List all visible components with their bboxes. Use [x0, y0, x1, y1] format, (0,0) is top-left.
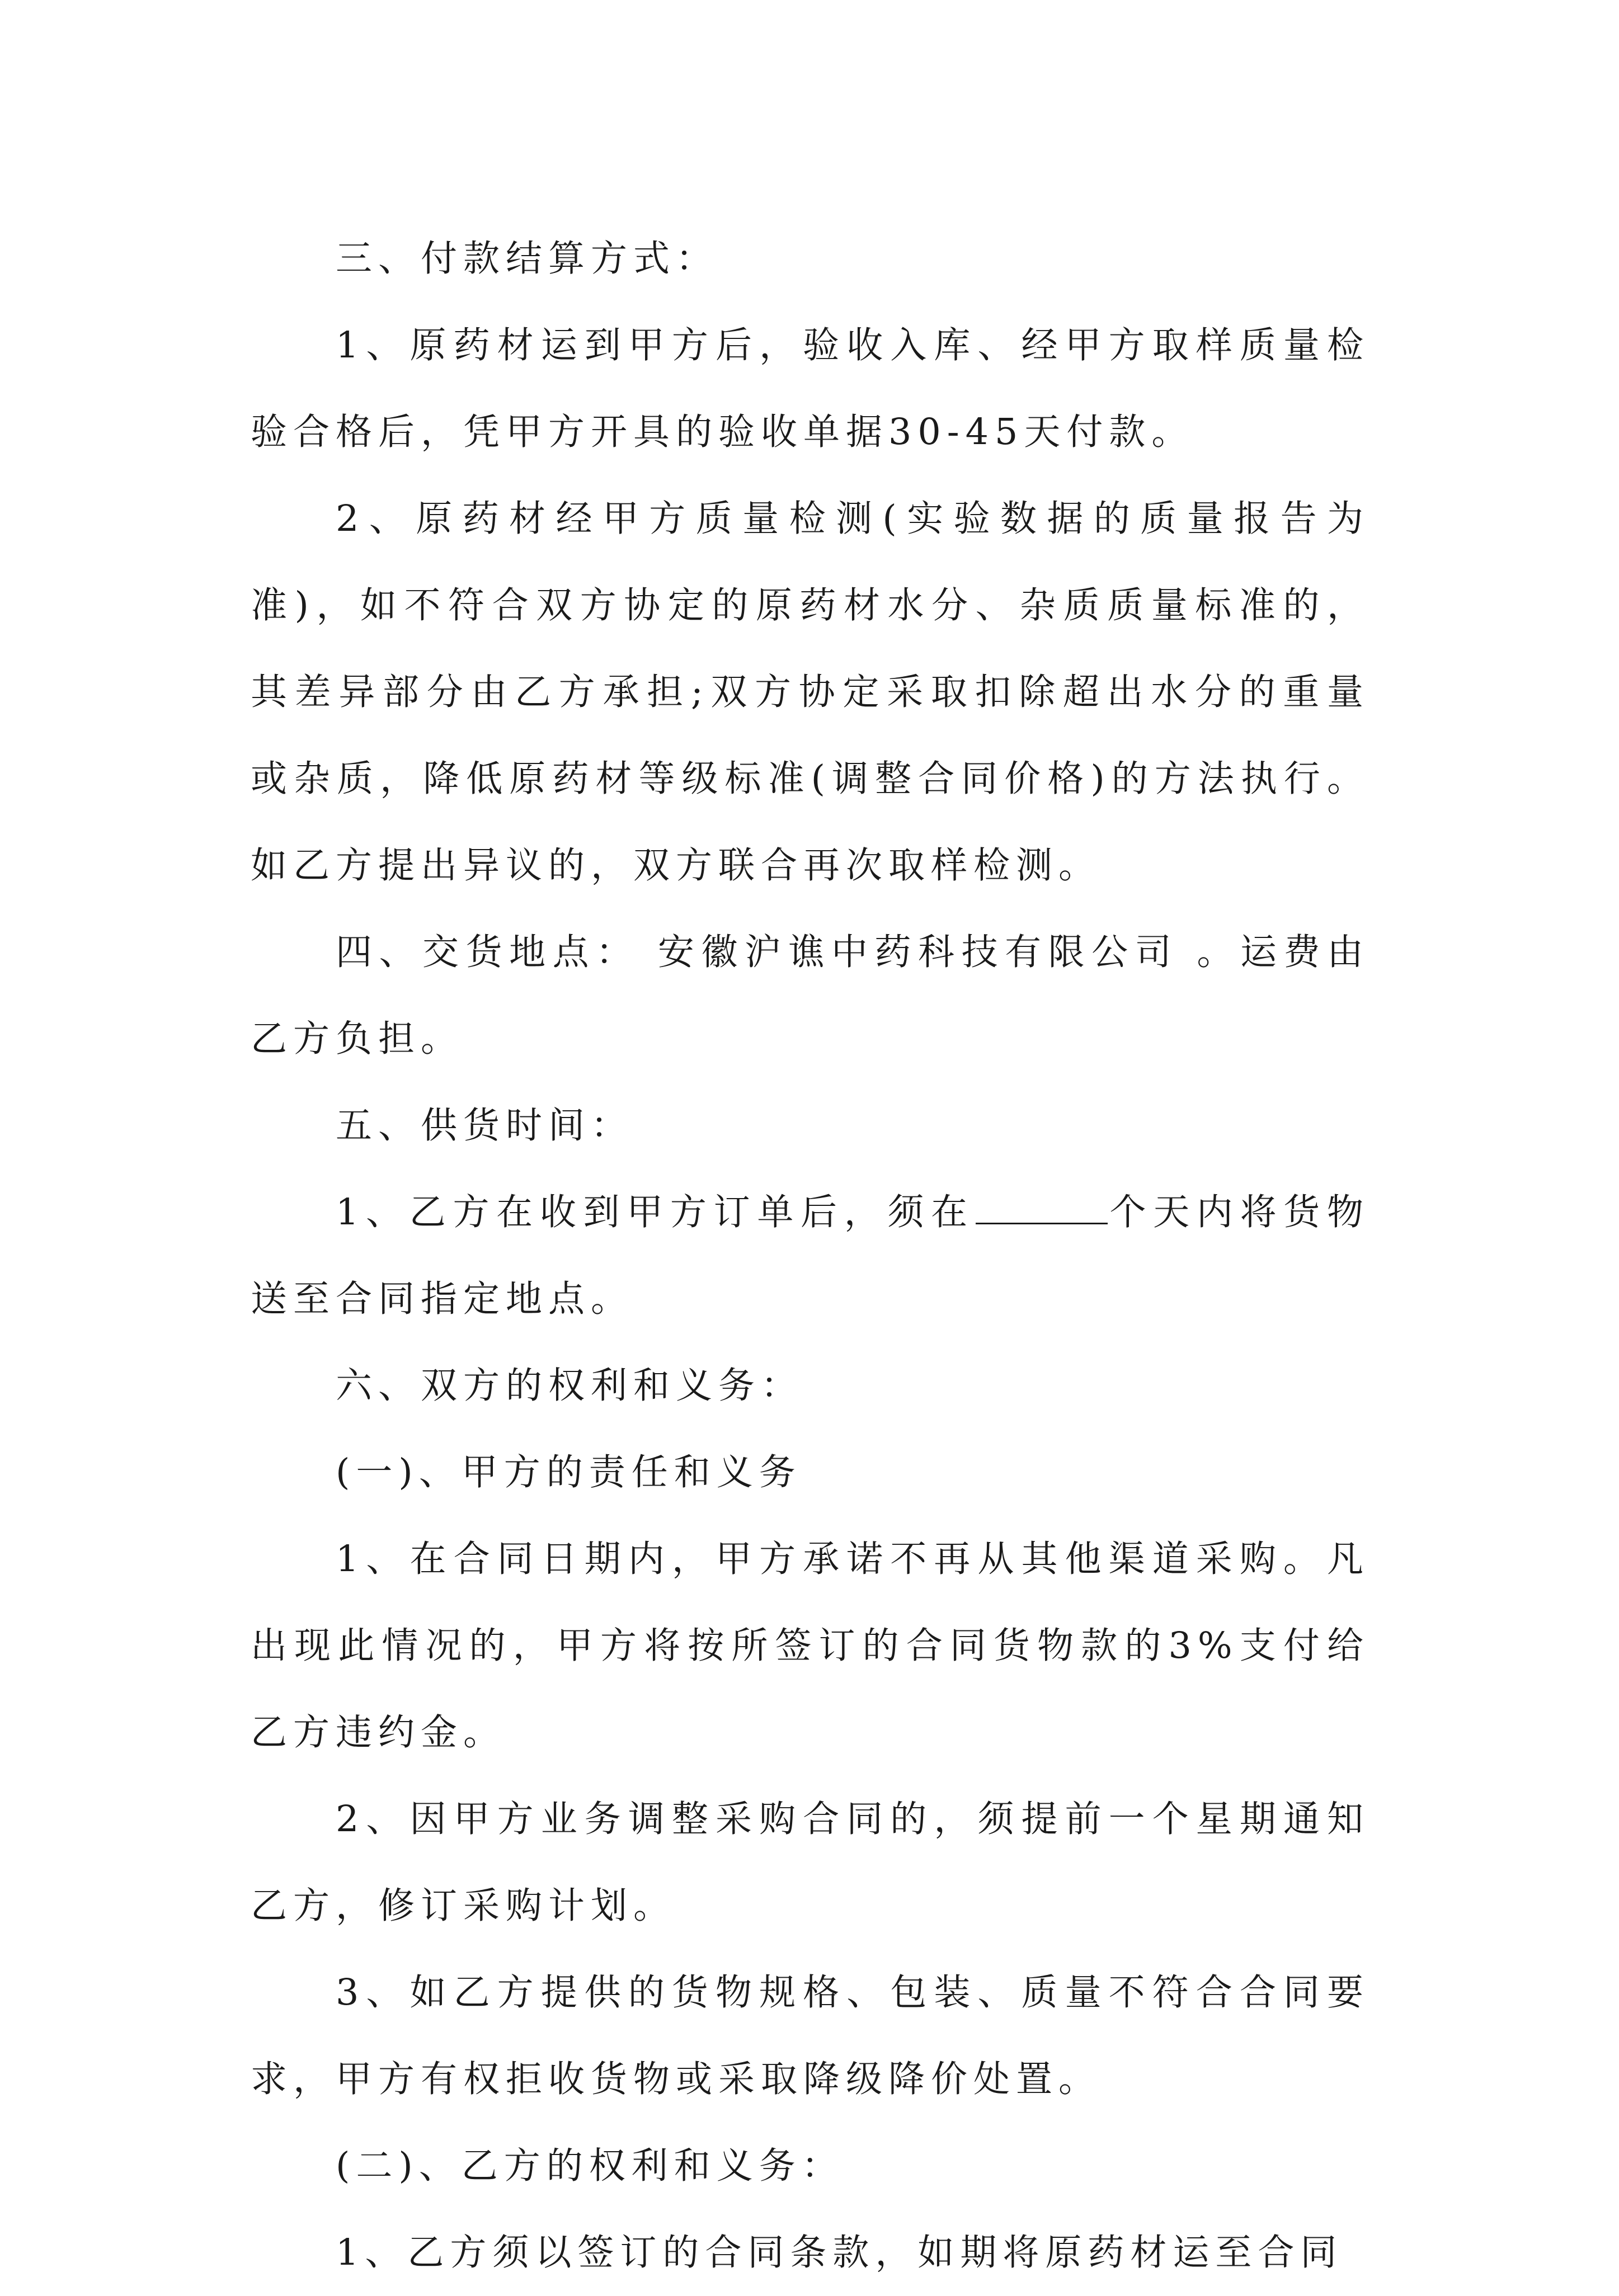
clause-supply-time-1-part-b: 个天内将货物送至合同指定地点。	[251, 1191, 1369, 1320]
clause-payment-1: 1、原药材运到甲方后，验收入库、经甲方取样质量检验合格后，凭甲方开具的验收单据30-45天付款。	[251, 324, 1369, 453]
section-delivery-location: 四、交货地点： 安徽沪谯中药科技有限公司 。运费由乙方负担。	[251, 931, 1369, 1060]
section-supply-time-heading: 五、供货时间：	[336, 1105, 634, 1147]
clause-party-a-1: 1、在合同日期内，甲方承诺不再从其他渠道采购。凡出现此情况的，甲方将按所签订的合同货物款的3%支付给乙方违约金。	[251, 1538, 1369, 1753]
clause-party-a-2: 2、因甲方业务调整采购合同的，须提前一个星期通知乙方，修订采购计划。	[251, 1798, 1369, 1927]
clause-party-b-1: 1、乙方须以签订的合同条款，如期将原药材运至合同	[336, 2232, 1343, 2274]
clause-supply-time-1	[251, 1169, 1369, 1342]
subsection-party-a-heading: (一)、甲方的责任和义务	[336, 1451, 802, 1493]
days-blank-field	[976, 1194, 1108, 1224]
clause-supply-time-1-part-a: 1、乙方在收到甲方订单后，须在	[336, 1191, 975, 1233]
subsection-party-b-heading: (二)、乙方的权利和义务：	[336, 2145, 844, 2187]
section-rights-obligations-heading: 六、双方的权利和义务：	[336, 1365, 804, 1407]
clause-payment-2: 2、原药材经甲方质量检测(实验数据的质量报告为准)，如不符合双方协定的原药材水分、杂质质量标准的，其差异部分由乙方承担;双方协定采取扣除超出水分的重量或杂质，降低原药材等级标准(调整合同价格)的方法执行。如乙方提出异议的，双方联合再次取样检测。	[251, 498, 1369, 887]
contract-text	[251, 215, 1369, 2296]
section-payment-heading: 三、付款结算方式：	[336, 238, 719, 280]
clause-party-a-3: 3、如乙方提供的货物规格、包装、质量不符合合同要求，甲方有权拒收货物或采取降级降价处置。	[251, 1972, 1369, 2100]
